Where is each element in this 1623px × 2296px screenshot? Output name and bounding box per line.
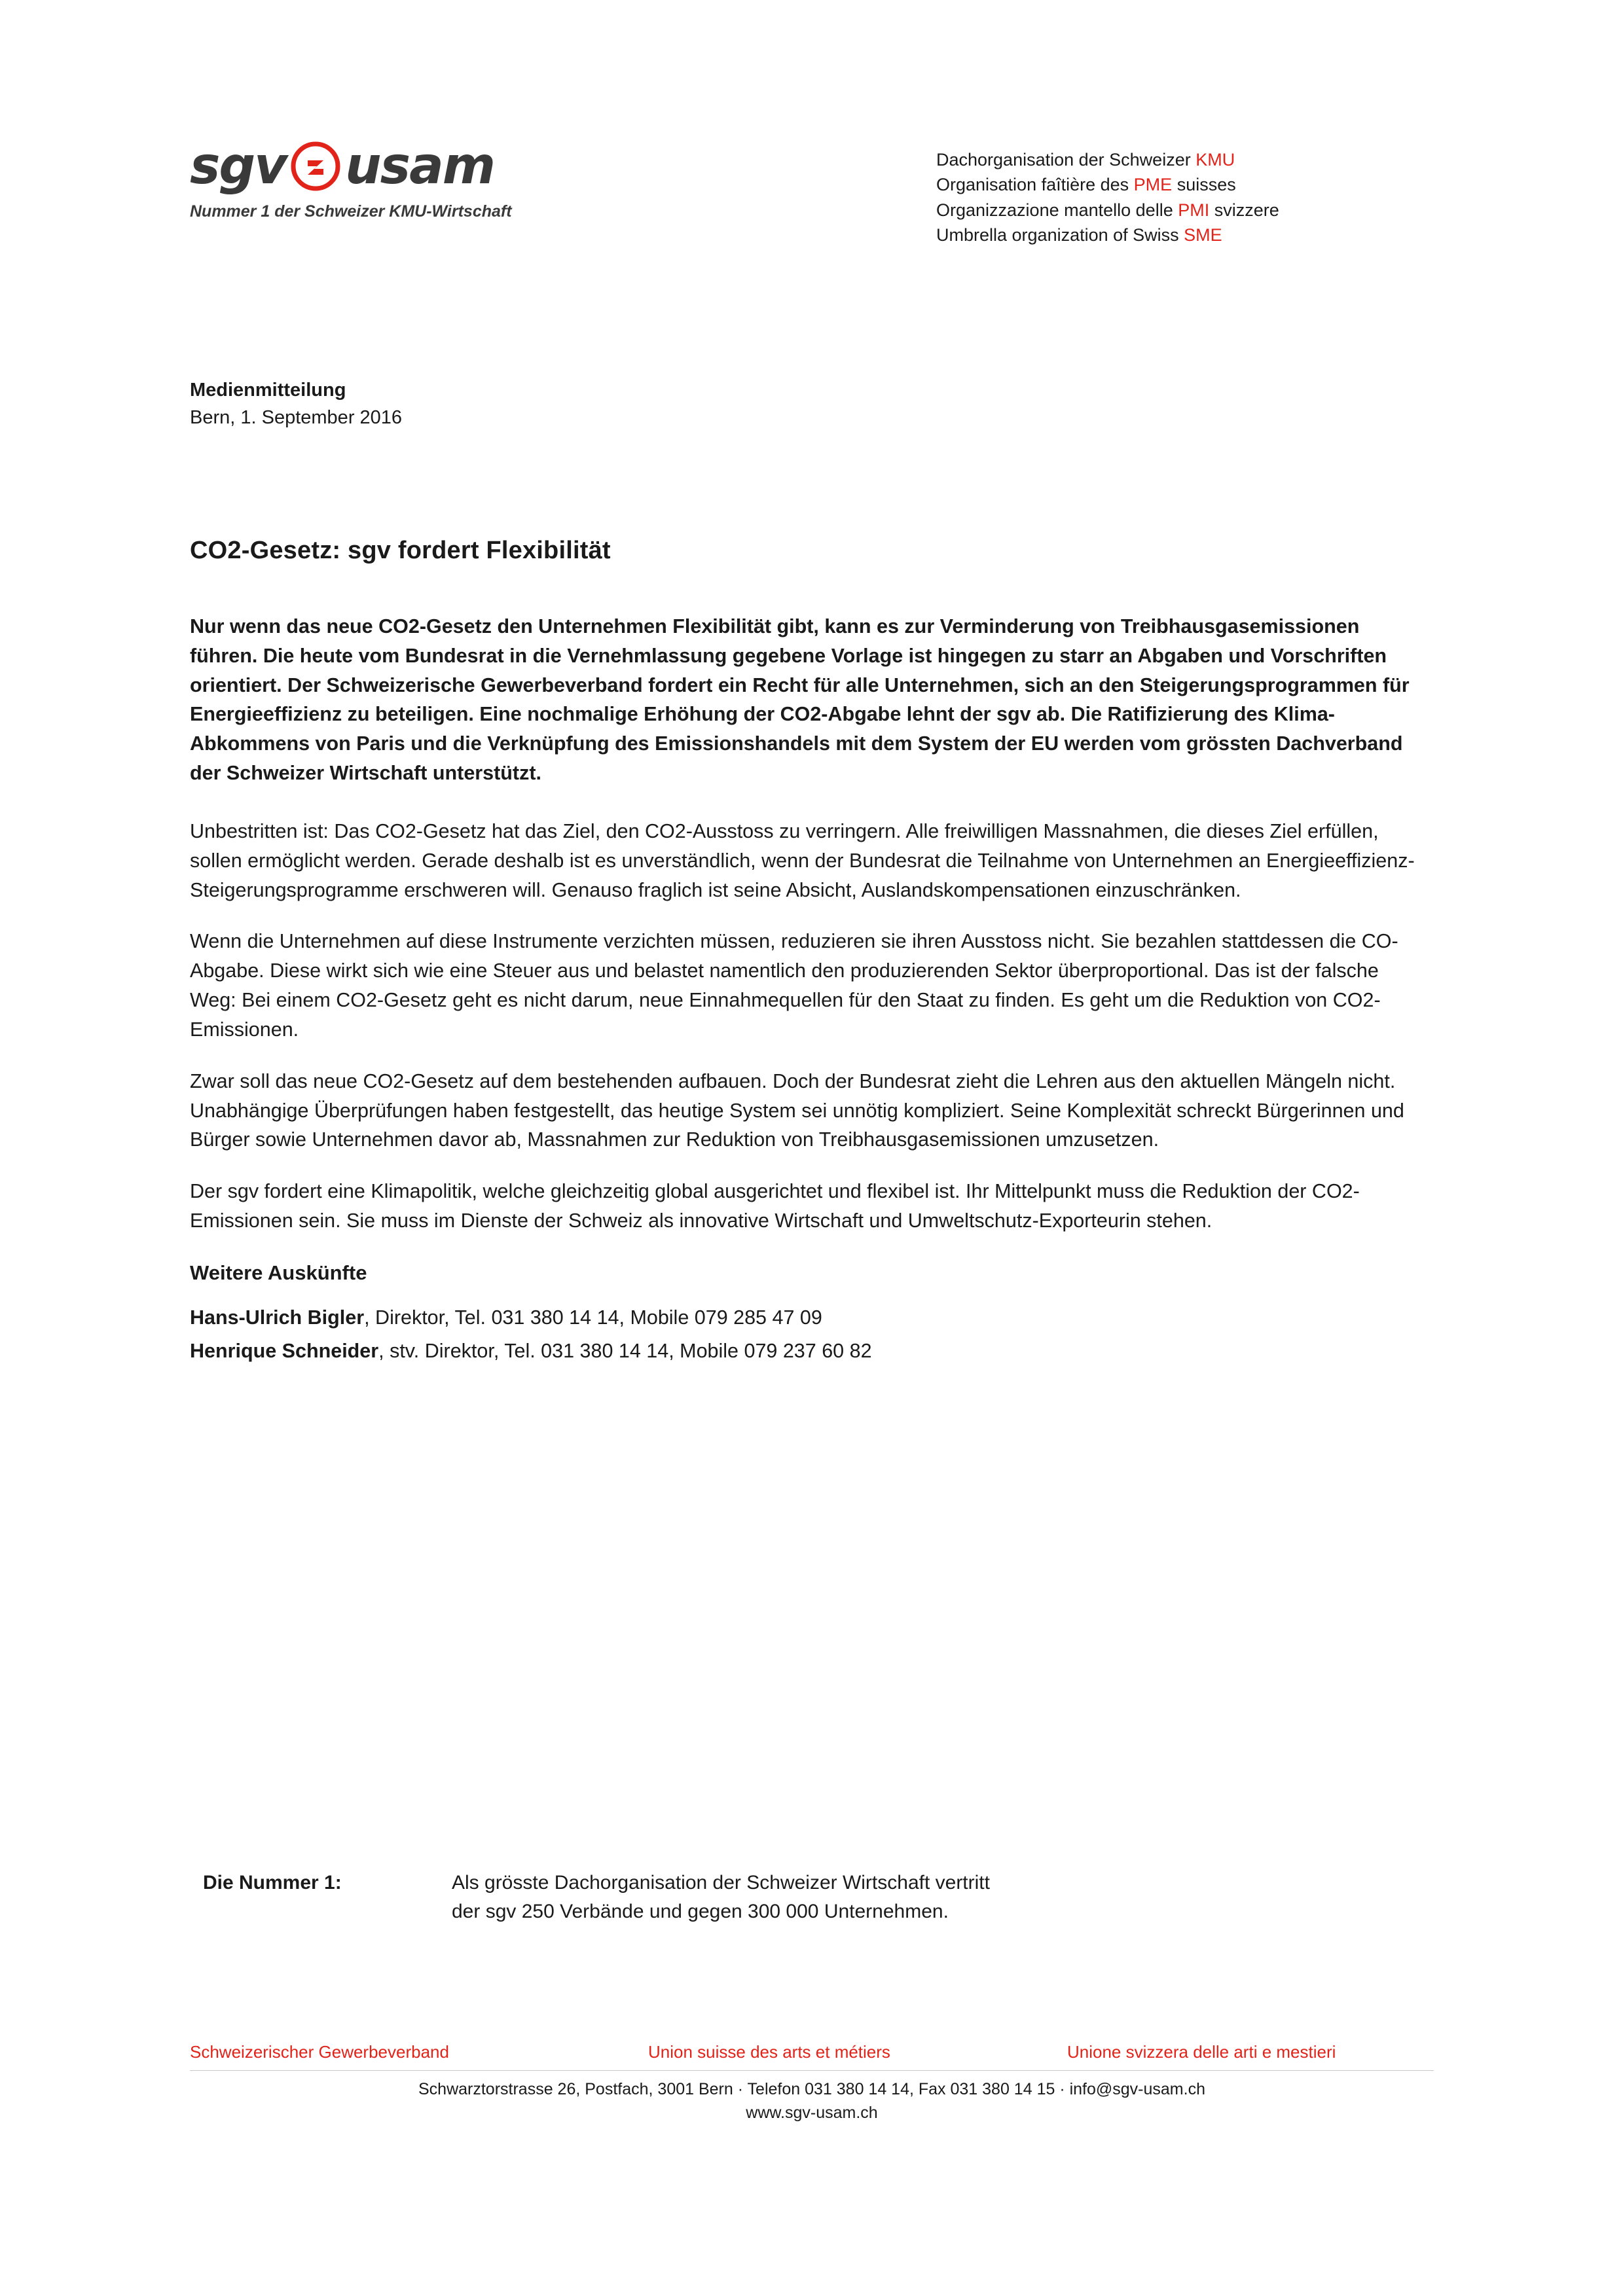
org-line-fr-suffix: suisses — [1172, 175, 1236, 195]
org-line-en-highlight: SME — [1184, 224, 1222, 245]
document-type: Medienmitteilung — [190, 380, 346, 401]
org-line-de-prefix: Dachorganisation der Schweizer — [936, 150, 1196, 170]
letterhead — [190, 137, 1434, 247]
org-line-en — [936, 223, 1434, 247]
swiss-cross-circle-logo-icon — [290, 141, 341, 192]
org-line-it — [936, 198, 1434, 223]
number-one-colon: : — [335, 1872, 342, 1893]
document-meta — [190, 376, 402, 431]
org-line-fr-highlight: PME — [1133, 175, 1173, 195]
contact-row — [190, 1303, 1421, 1333]
org-line-fr-prefix: Organisation faîtière des — [936, 175, 1134, 195]
logo-word-left: sgv — [190, 137, 287, 196]
number-one-label-text: Die Nummer 1 — [203, 1872, 335, 1893]
contact-row — [190, 1336, 1421, 1366]
footer-address — [190, 2077, 1434, 2125]
contact-name: Henrique Schneider — [190, 1340, 379, 1363]
org-line-it-highlight: PMI — [1178, 200, 1210, 220]
footer-address-line2: www.sgv-usam.ch — [746, 2104, 878, 2123]
body-paragraph-4: Der sgv fordert eine Klimapolitik, welche gleichzeitig global ausgerichtet und flexibel ist. Ihr Mittelpunkt muss die Reduktion der CO2-Emissionen sein. Sie muss im Dienste der Schweiz als innovative Wirtschaft und Umweltschutz-Exporteurin stehen. — [190, 1180, 1360, 1232]
document-body — [190, 612, 1421, 1370]
sgv-usam-logo — [190, 137, 556, 221]
contact-details: , stv. Direktor, Tel. 031 380 14 14, Mobile 079 237 60 82 — [378, 1340, 872, 1363]
body-paragraph-3: Zwar soll das neue CO2-Gesetz auf dem bestehenden aufbauen. Doch der Bundesrat zieht die Lehren aus den aktuellen Mängeln nicht. Unabhängige Überprüfungen haben festgestellt, das heutige System sei unnötig kompliziert. Seine Komplexität schreckt Bürgerinnen und Bürger sowie Unternehmen davor ab, Massnahmen zur Reduktion von Treibhausgasemissionen umzusetzen. — [190, 1069, 1404, 1151]
number-one-text-line1: Als grösste Dachorganisation der Schweizer Wirtschaft vertritt — [452, 1872, 990, 1893]
org-line-it-prefix: Organizzazione mantello delle — [936, 200, 1178, 220]
place-date: Bern, 1. September 2016 — [190, 407, 403, 429]
organization-descriptions — [936, 147, 1434, 247]
number-one-text-line2: der sgv 250 Verbände und gegen 300 000 Unternehmen. — [452, 1900, 949, 1922]
contact-details: , Direktor, Tel. 031 380 14 14, Mobile 079 285 47 09 — [364, 1306, 822, 1329]
page-footer — [190, 2042, 1434, 2125]
footer-association-names — [190, 2042, 1434, 2070]
org-line-de — [936, 147, 1434, 172]
footer-name-it: Unione svizzera delle arti e mestieri — [1067, 2042, 1336, 2062]
number-one-label — [203, 1869, 452, 1926]
logo-tagline: Nummer 1 der Schweizer KMU-Wirtschaft — [190, 202, 512, 221]
body-paragraph-1: Unbestritten ist: Das CO2-Gesetz hat das Ziel, den CO2-Ausstoss zu verringern. Alle freiwilligen Massnahmen, die dieses Ziel erfüllen, sollen ermöglicht werden. Gerade deshalb ist es unverständlich, wenn der Bundesrat die Teilnahme von Unternehmen an Energieeffizienz-Steigerungsprogramme erschweren will. Genauso fraglich ist seine Absicht, Auslandskompensationen einzuschränken. — [190, 819, 1415, 901]
logo-wordmark — [190, 137, 556, 196]
contacts-heading: Weitere Auskünfte — [190, 1261, 367, 1284]
org-line-de-highlight: KMU — [1195, 150, 1235, 170]
lead-paragraph: Nur wenn das neue CO2-Gesetz den Unternehmen Flexibilität gibt, kann es zur Verminderung von Treibhausgasemissionen führen. Die heute vom Bundesrat in die Vernehmlassung gegebene Vorlage ist hingegen zu starr an Abgaben und Vorschriften orientiert. Der Schweizerische Gewerbeverband fordert ein Recht für alle Unternehmen, sich an den Steigerungsprogrammen für Energieeffizienz zu beteiligen. Eine nochmalige Erhöhung der CO2-Abgabe lehnt der sgv ab. Die Ratifizierung des Klima-Abkommens von Paris und die Verknüpfung des Emissionshandels mit dem System der EU werden vom grössten Dachverband der Schweizer Wirtschaft unterstützt. — [190, 615, 1410, 785]
footer-name-de: Schweizerischer Gewerbeverband — [190, 2042, 449, 2062]
logo-word-right: usam — [345, 137, 494, 196]
body-paragraph-2: Wenn die Unternehmen auf diese Instrumente verzichten müssen, reduzieren sie ihren Ausstoss nicht. Sie bezahlen stattdessen die CO-Abgabe. Diese wirkt sich wie eine Steuer aus und belastet namentlich den produzierenden Sektor überproportional. Das ist der falsche Weg: Bei einem CO2-Gesetz geht es nicht darum, neue Einnahmequellen für den Staat zu finden. Es geht um die Reduktion von CO2-Emissionen. — [190, 930, 1398, 1041]
page-title: CO2-Gesetz: sgv fordert Flexibilität — [190, 537, 611, 564]
footer-divider — [190, 2070, 1434, 2071]
number-one-text — [452, 1869, 1381, 1926]
page-content-area — [190, 0, 1434, 2296]
org-line-en-prefix: Umbrella organization of Swiss — [936, 224, 1184, 245]
footer-name-fr: Union suisse des arts et métiers — [648, 2042, 890, 2062]
contact-name: Hans-Ulrich Bigler — [190, 1306, 365, 1329]
number-one-block — [203, 1869, 1381, 1926]
footer-address-line1: Schwarztorstrasse 26, Postfach, 3001 Bern · Telefon 031 380 14 14, Fax 031 380 14 15 · info@sgv-usam.ch — [418, 2080, 1205, 2098]
org-line-it-suffix: svizzere — [1209, 200, 1279, 220]
org-line-fr — [936, 172, 1434, 197]
